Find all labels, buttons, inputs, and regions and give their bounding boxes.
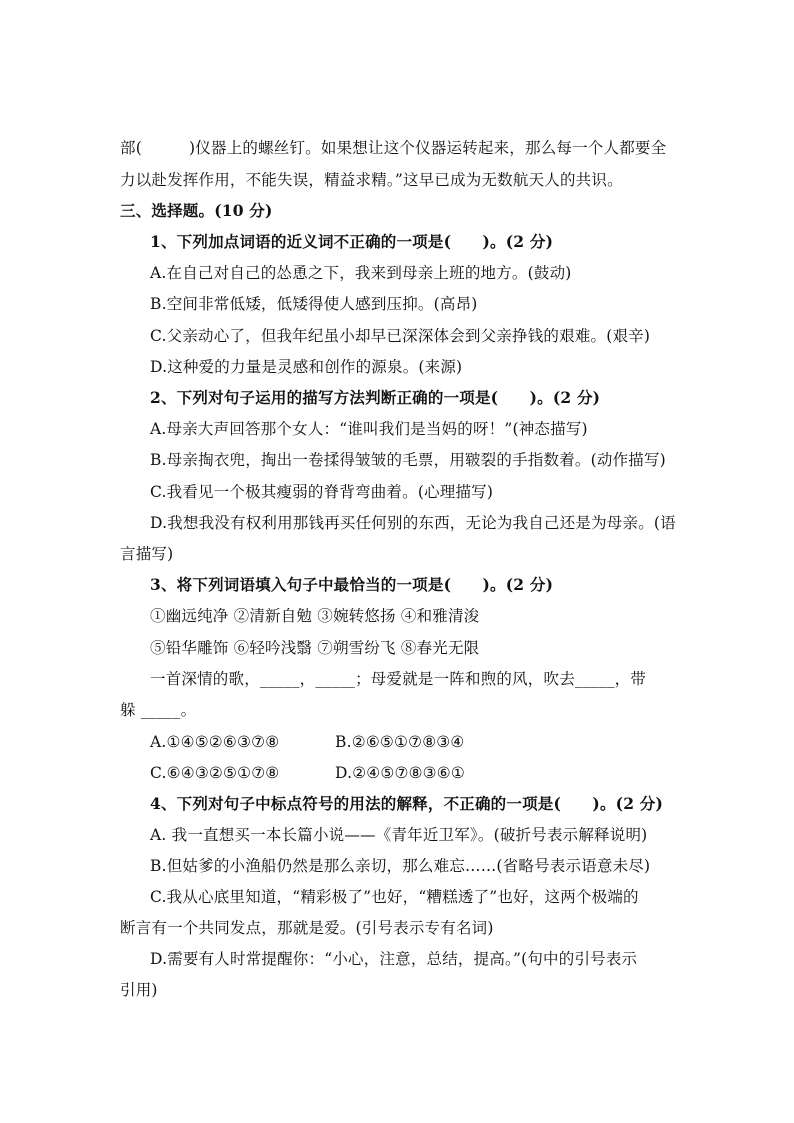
intro-line-1: 部( )仪器上的螺丝钉。如果想让这个仪器运转起来，那么每一个人都要全 xyxy=(120,139,667,157)
q1-option-d: D.这种爱的力量是灵感和创作的源泉。(来源) xyxy=(150,358,463,376)
q1-option-c: C.父亲动心了，但我年纪虽小却早已深深体会到父亲挣钱的艰难。(艰辛) xyxy=(150,327,651,345)
q4-option-a: A. 我一直想买一本长篇小说——《青年近卫军》。(破折号表示解释说明) xyxy=(150,826,648,844)
q4-option-c-line1: C.我从心底里知道，“精彩极了”也好，“糟糕透了”也好，这两个极端的 xyxy=(150,888,639,906)
q3-option-a: A.①④⑤②⑥③⑦⑧ xyxy=(150,733,280,751)
q3-sentence-line1: 一首深情的歌，_____，_____；母爱就是一阵和煦的风，吹去_____，带 xyxy=(150,670,647,688)
q3-options-row2 xyxy=(150,763,680,783)
q2-stem: 2、下列对句子运用的描写方法判断正确的一项是( )。(2 分) xyxy=(150,388,601,407)
q3-options-row1 xyxy=(150,732,680,752)
q2-option-c: C.我看见一个极其瘦弱的脊背弯曲着。(心理描写) xyxy=(150,483,494,501)
q2-option-d-line1: D.我想我没有权利用那钱再买任何别的东西，无论为我自己还是为母亲。(语 xyxy=(150,514,676,532)
q4-option-b: B.但姑爹的小渔船仍然是那么亲切，那么难忘……(省略号表示语意未尽) xyxy=(150,857,651,875)
q3-option-d: D.②④⑤⑦⑧③⑥① xyxy=(335,764,465,782)
q3-stem: 3、将下列词语填入句子中最恰当的一项是( )。(2 分) xyxy=(150,575,554,594)
q1-option-b: B.空间非常低矮，低矮得使人感到压抑。(高昂) xyxy=(150,295,478,313)
q4-stem: 4、下列对句子中标点符号的用法的解释，不正确的一项是( )。(2 分) xyxy=(150,794,664,813)
q3-words-line2: ⑤铅华雕饰 ⑥轻吟浅翳 ⑦朔雪纷飞 ⑧春光无限 xyxy=(150,639,480,657)
q4-option-d-line1: D.需要有人时常提醒你：“小心，注意，总结，提高。”(句中的引号表示 xyxy=(150,950,638,968)
q1-stem: 1、下列加点词语的近义词不正确的一项是( )。(2 分) xyxy=(150,232,554,251)
q3-option-c: C.⑥④③②⑤①⑦⑧ xyxy=(150,764,280,782)
q3-option-b: B.②⑥⑤①⑦⑧③④ xyxy=(335,733,465,751)
q2-option-b: B.母亲掏衣兜，掏出一卷揉得皱皱的毛票，用皲裂的手指数着。(动作描写) xyxy=(150,451,666,469)
q3-words-line1: ①幽远纯净 ②清新自勉 ③婉转悠扬 ④和雅清浚 xyxy=(150,607,480,625)
q4-option-d-line2: 引用) xyxy=(120,981,158,999)
intro-line-2: 力以赴发挥作用，不能失误，精益求精。”这早已成为无数航天人的共识。 xyxy=(120,171,623,189)
q1-option-a: A.在自己对自己的怂恿之下，我来到母亲上班的地方。(鼓动) xyxy=(150,264,572,282)
q2-option-d-line2: 言描写) xyxy=(120,545,174,563)
q2-option-a: A.母亲大声回答那个女人：“谁叫我们是当妈的呀！”(神态描写) xyxy=(150,420,588,438)
section-heading: 三、选择题。(10 分) xyxy=(120,201,273,220)
q3-sentence-line2: 躲 _____。 xyxy=(120,701,197,719)
q4-option-c-line2: 断言有一个共同发点，那就是爱。(引号表示专有名词) xyxy=(120,919,494,937)
